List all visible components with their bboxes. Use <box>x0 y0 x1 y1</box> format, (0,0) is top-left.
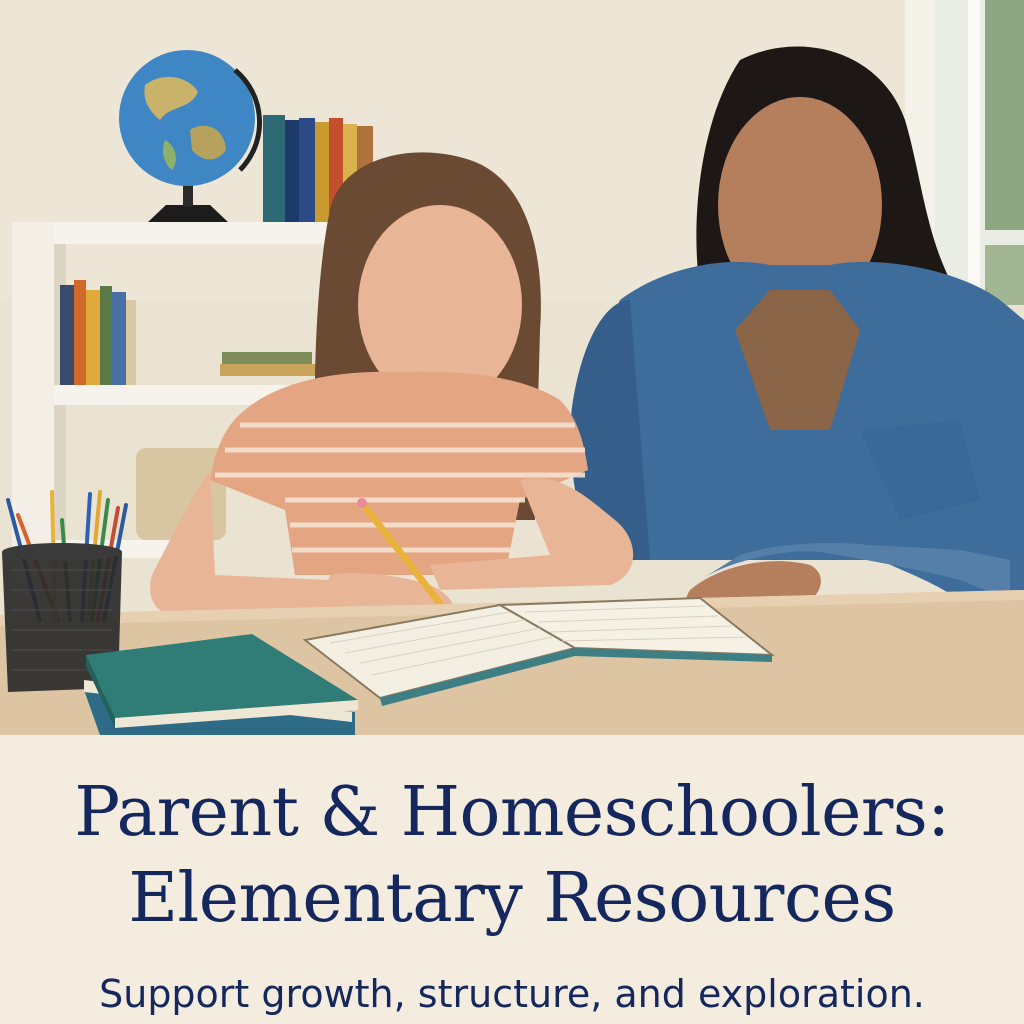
subheadline: Support growth, structure, and exploration. <box>99 972 925 1016</box>
headline-line-2: Elementary Resources <box>128 859 896 938</box>
headline-line-1: Parent & Homeschoolers: <box>74 773 950 852</box>
caption-panel <box>0 735 1024 1024</box>
